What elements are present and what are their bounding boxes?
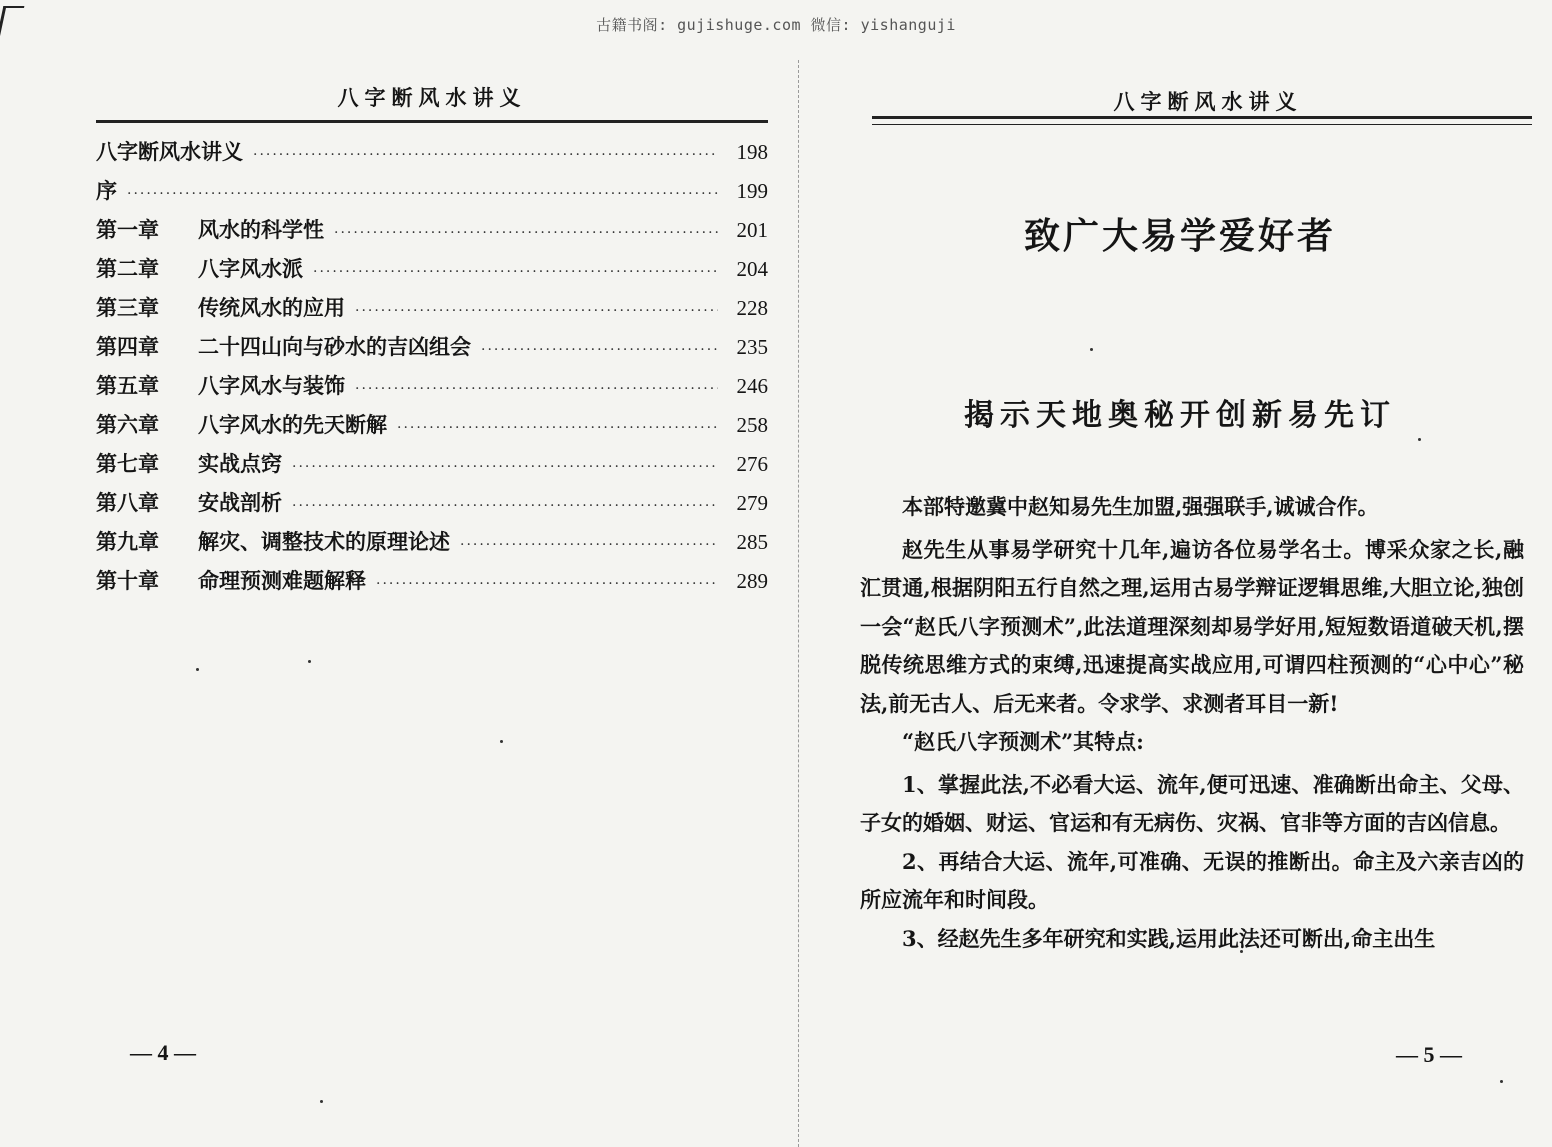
- toc-chapter-label: 第一章: [96, 217, 159, 242]
- toc-chapter-label: 第七章: [96, 451, 159, 476]
- toc-entry: [96, 487, 768, 526]
- toc-page-number: 228: [736, 296, 768, 320]
- toc-leader-dots: [376, 576, 718, 592]
- body-text: [860, 488, 1524, 958]
- right-page-number: — 5 —: [1396, 1042, 1462, 1067]
- toc-entry: [96, 214, 768, 253]
- body-paragraph: “赵氏八字预测术”其特点:: [902, 729, 1144, 754]
- toc-page-number: 285: [736, 530, 768, 554]
- watermark: 古籍书阁: gujishuge.com 微信: yishanguji: [596, 16, 956, 34]
- table-of-contents: [96, 136, 768, 604]
- toc-title: 八字风水与装饰: [198, 373, 345, 398]
- header-rule-top: [872, 116, 1532, 119]
- scan-speck: [196, 668, 199, 671]
- toc-leader-dots: [292, 459, 718, 475]
- toc-title: 安战剖析: [198, 490, 282, 515]
- header-rule-bottom: [872, 124, 1532, 125]
- scan-speck: [500, 740, 503, 743]
- toc-entry: [96, 526, 768, 565]
- toc-entry: [96, 370, 768, 409]
- body-paragraph: 本部特邀冀中赵知易先生加盟,强强联手,诚诚合作。: [902, 494, 1379, 519]
- toc-title: 八字断风水讲义: [96, 139, 243, 164]
- toc-leader-dots: [334, 225, 718, 241]
- right-running-header: 八字断风水讲义: [1113, 89, 1303, 114]
- toc-title: 传统风水的应用: [198, 295, 345, 320]
- toc-leader-dots: [313, 264, 718, 280]
- scan-speck: [1418, 438, 1421, 441]
- body-paragraph: 2、再结合大运、流年,可准确、无误的推断出。命主及六亲吉凶的所应流年和时间段。: [860, 848, 1524, 912]
- scan-speck: [1090, 348, 1093, 351]
- toc-chapter-label: 第三章: [96, 295, 159, 320]
- toc-entry: [96, 253, 768, 292]
- toc-page-number: 201: [736, 218, 768, 242]
- toc-title: 解灾、调整技术的原理论述: [198, 529, 450, 554]
- toc-entry: [96, 136, 768, 175]
- toc-title: 八字风水的先天断解: [198, 412, 387, 437]
- toc-chapter-label: 第五章: [96, 373, 159, 398]
- toc-title: 风水的科学性: [198, 217, 324, 242]
- toc-entry: [96, 565, 768, 604]
- right-page: [808, 0, 1552, 1147]
- left-running-header: 八字断风水讲义: [337, 85, 527, 110]
- toc-entry: [96, 292, 768, 331]
- toc-page-number: 258: [736, 413, 768, 437]
- toc-chapter-label: 第九章: [96, 529, 159, 554]
- page-subtitle: 揭示天地奥秘开创新易先订: [964, 398, 1396, 433]
- toc-title: 八字风水派: [198, 256, 303, 281]
- body-paragraph: 赵先生从事易学研究十几年,遍访各位易学名士。博采众家之长,融汇贯通,根据阴阳五行自然之理,运用古易学辩证逻辑思维,大胆立论,独创一会“赵氏八字预测术”,此法道理深刻却易学好用,短短数语道破天机,摆脱传统思维方式的束缚,迅速提高实战应用,可谓四柱预测的“心中心”秘法,前无古人、后无来者。令求学、求测者耳目一新!: [860, 536, 1524, 716]
- toc-leader-dots: [292, 498, 718, 514]
- toc-leader-dots: [481, 342, 718, 358]
- toc-page-number: 199: [736, 179, 768, 203]
- toc-page-number: 235: [736, 335, 768, 359]
- toc-page-number: 289: [736, 569, 768, 593]
- toc-chapter-label: 第四章: [96, 334, 159, 359]
- toc-leader-dots: [355, 303, 718, 319]
- toc-entry: [96, 331, 768, 370]
- toc-leader-dots: [355, 381, 718, 397]
- toc-page-number: 204: [736, 257, 768, 281]
- toc-leader-dots: [460, 537, 718, 553]
- toc-entry: [96, 409, 768, 448]
- toc-page-number: 198: [736, 140, 768, 164]
- scan-speck: [308, 660, 311, 663]
- toc-entry: [96, 448, 768, 487]
- body-paragraph: 1、掌握此法,不必看大运、流年,便可迅速、准确断出命主、父母、子女的婚姻、财运、官运和有无病伤、灾祸、官非等方面的吉凶信息。: [860, 771, 1524, 835]
- toc-page-number: 279: [736, 491, 768, 515]
- toc-page-number: 246: [736, 374, 768, 398]
- toc-page-number: 276: [736, 452, 768, 476]
- toc-chapter-label: 第八章: [96, 490, 159, 515]
- toc-leader-dots: [397, 420, 718, 436]
- toc-entry: [96, 175, 768, 214]
- toc-leader-dots: [127, 186, 718, 202]
- toc-chapter-label: 第二章: [96, 256, 159, 281]
- toc-title: 序: [96, 178, 117, 203]
- left-page-number: — 4 —: [130, 1040, 196, 1065]
- header-rule: [96, 120, 768, 123]
- toc-title: 命理预测难题解释: [198, 568, 366, 593]
- scan-speck: [1500, 1080, 1503, 1083]
- toc-chapter-label: 第十章: [96, 568, 159, 593]
- scan-speck: [320, 1100, 323, 1103]
- scan-speck: [1240, 950, 1243, 953]
- toc-chapter-label: 第六章: [96, 412, 159, 437]
- body-paragraph: 3、经赵先生多年研究和实践,运用此法还可断出,命主出生: [902, 925, 1436, 951]
- page-title: 致广大易学爱好者: [1023, 216, 1336, 257]
- toc-title: 二十四山向与砂水的吉凶组会: [198, 334, 471, 359]
- toc-title: 实战点窍: [198, 451, 282, 476]
- toc-leader-dots: [253, 147, 718, 163]
